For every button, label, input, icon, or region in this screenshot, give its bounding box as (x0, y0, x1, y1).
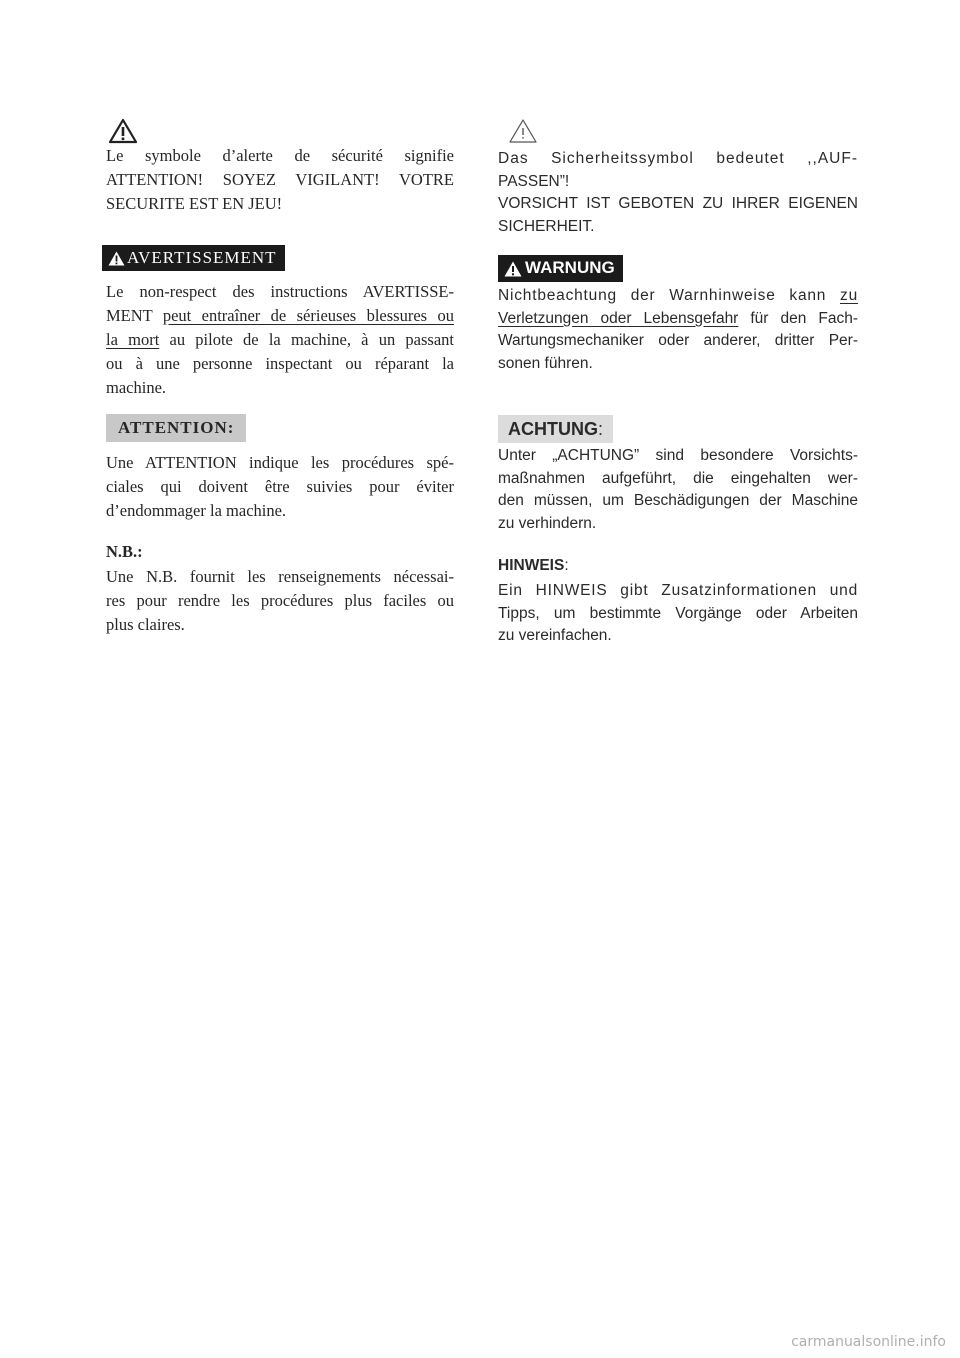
de-caution-line: Unter „ACHTUNG” sind besondere Vorsichts- (498, 447, 858, 464)
fr-warning-badge (102, 245, 285, 273)
fr-warning-line (106, 304, 454, 328)
de-intro-line: PASSEN”! (498, 172, 570, 190)
fr-intro-line: Le symbole d’alerte de sécurité signifie (106, 146, 454, 165)
fr-note-line: plus claires. (106, 615, 185, 634)
de-note-label: HINWEIS (498, 557, 565, 574)
de-warning-text-span: Nichtbeachtung der Warnhinweise kann (498, 287, 841, 304)
de-intro-line: SICHERHEIT. (498, 217, 595, 235)
fr-caution-line: ciales qui doivent être suivies pour éviter (106, 477, 454, 496)
watermark: carmanualsonline.info (791, 1334, 946, 1350)
de-warning-label: WARNUNG (525, 258, 615, 278)
fr-warning-text-span: ou à une personne inspectant ou réparant la (106, 354, 454, 373)
de-warning-underlined: Verletzungen oder Lebensgefahr (498, 309, 739, 327)
de-note-colon: : (564, 557, 569, 574)
de-warning-text (498, 285, 858, 375)
de-warning-text-span: Wartungsmechaniker oder anderer, dritter Per- (498, 332, 858, 349)
de-warning-badge (498, 255, 623, 284)
de-warning-line (498, 308, 858, 331)
fr-caution-line: d’endommager la machine. (106, 501, 287, 520)
fr-warning-text-span: Le non-respect des instructions AVERTISSE- (106, 282, 454, 301)
de-warning-line (498, 353, 858, 376)
de-intro (498, 148, 858, 238)
de-note-heading (498, 555, 569, 578)
alert-symbol-icon (108, 118, 138, 144)
fr-warning-label: AVERTISSEMENT (127, 248, 277, 267)
de-note-line: zu vereinfachen. (498, 627, 612, 644)
french-column (106, 0, 454, 1358)
de-caution-line: zu verhindern. (498, 514, 597, 532)
alert-symbol-icon (508, 118, 538, 144)
de-note-line: Tipps, um bestimmte Vorgänge oder Arbeiten (498, 604, 858, 622)
de-note-line: Ein HINWEIS gibt Zusatzinformationen und (498, 582, 858, 599)
de-warning-underlined: zu (840, 287, 858, 304)
de-warning-text-span: für den Fach- (738, 309, 858, 327)
fr-warning-text-span: au pilote de la machine, à un passant (159, 330, 454, 349)
fr-warning-line (106, 328, 454, 352)
fr-note-heading: N.B.: (106, 542, 143, 561)
de-warning-line (498, 285, 858, 308)
de-caution-line: maßnahmen aufgeführt, die eingehalten wer- (498, 469, 858, 487)
de-warning-line (498, 330, 858, 353)
de-intro-line: VORSICHT IST GEBOTEN ZU IHRER EIGENEN (498, 195, 858, 212)
de-caution-badge (498, 415, 613, 443)
warning-triangle-icon (504, 261, 522, 277)
fr-caution-label: ATTENTION: (106, 414, 246, 442)
fr-warning-text (106, 280, 454, 400)
fr-warning-line (106, 376, 454, 400)
de-caution-line: den müssen, um Beschädigungen der Maschine (498, 492, 858, 509)
fr-intro-line: SECURITE EST EN JEU! (106, 194, 283, 213)
german-column (498, 0, 858, 1358)
fr-warning-line (106, 280, 454, 304)
fr-warning-line (106, 352, 454, 376)
fr-warning-text-span: machine. (106, 378, 167, 397)
de-intro-line: Das Sicherheitssymbol bedeutet ,,AUF- (498, 150, 858, 167)
de-note-text (498, 580, 858, 648)
fr-warning-underlined: peut entraîner de sérieuses blessures ou (162, 306, 454, 325)
de-caution-text (498, 445, 858, 535)
fr-intro (106, 144, 454, 216)
fr-caution-line: Une ATTENTION indique les procédures spé- (106, 453, 454, 472)
fr-warning-text-span: MENT (106, 306, 163, 325)
warning-triangle-icon (108, 251, 125, 266)
fr-note-line: res pour rendre les procédures plus faciles ou (106, 591, 454, 610)
fr-note-text (106, 565, 454, 637)
fr-warning-underlined: la mort (106, 330, 160, 349)
fr-caution-text (106, 451, 454, 523)
de-caution-label: ACHTUNG (508, 419, 598, 439)
fr-caution-badge (106, 414, 246, 442)
fr-note-line: Une N.B. fournit les renseignements nécessai- (106, 567, 454, 586)
de-caution-colon: : (598, 419, 604, 439)
de-warning-text-span: sonen führen. (498, 354, 593, 372)
fr-intro-line: ATTENTION! SOYEZ VIGILANT! VOTRE (106, 170, 454, 189)
